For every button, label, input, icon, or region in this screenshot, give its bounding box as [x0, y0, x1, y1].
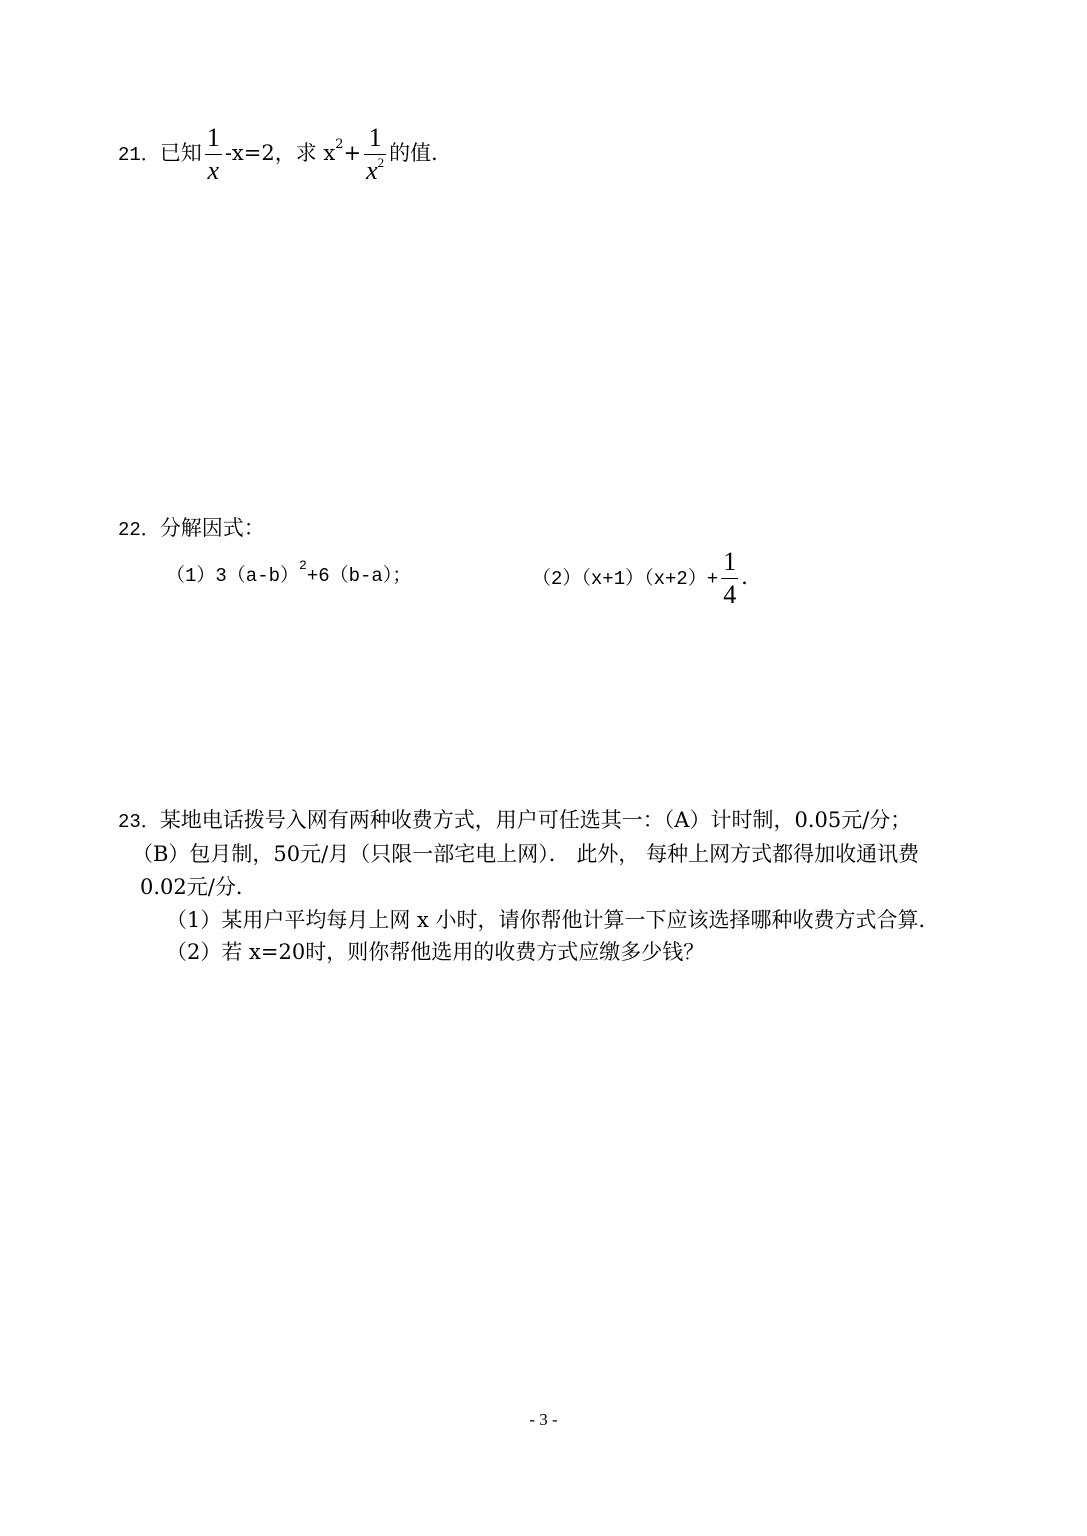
question-22-title: [118, 514, 265, 544]
question-number: 23．: [118, 811, 160, 833]
question-23-subquestion: （1）某用户平均每月上网 x 小时，请你帮他计算一下应该选择哪种收费方式合算．: [166, 908, 940, 932]
part-2-end: ．: [741, 565, 763, 589]
question-22-heading: 分解因式：: [159, 516, 265, 540]
part-2-expression: （2）（x+1）（x+2）+: [532, 568, 719, 590]
fraction-denominator: 4: [723, 580, 737, 609]
denominator-base: x: [366, 156, 378, 185]
question-23-text: 0.02元/分．: [140, 875, 257, 899]
question-23-sub-2: [166, 938, 704, 966]
question-23-text: 某地电话拨号入网有两种收费方式，用户可任选其一：（A）计时制，0.05元/分；: [159, 808, 912, 832]
fraction-one-over-x-squared: [364, 122, 386, 187]
question-number: 21．: [118, 144, 160, 166]
part-1-expression: （1）3（a-b）: [166, 565, 300, 587]
question-23-subquestion: （2）若 x=20时，则你帮他选用的收费方式应缴多少钱？: [166, 940, 705, 964]
fraction-denominator: x: [207, 156, 220, 185]
part-1-expression-tail: +6（b-a）；: [306, 565, 412, 587]
superscript: 2: [335, 137, 344, 152]
question-23-line-2: [132, 840, 919, 868]
fraction-denominator: [364, 155, 386, 187]
question-22-part-1: [166, 558, 412, 590]
question-23-text: （B）包月制，50元/月（只限一部宅电上网）． 此外， 每种上网方式都得加收通讯费: [132, 842, 920, 866]
fraction-one-over-x: [205, 122, 222, 187]
fraction-numerator: 1: [206, 123, 220, 152]
fraction-numerator: 1: [723, 547, 737, 576]
fraction-one-quarter: [721, 546, 738, 611]
plus-sign: +: [343, 141, 362, 165]
superscript: 2: [299, 558, 307, 573]
question-21-lead: 已知: [159, 141, 202, 165]
question-number: 22．: [118, 519, 160, 541]
question-21-middle: -x=2，求 x: [224, 141, 336, 165]
question-23-line-1: [118, 806, 911, 836]
question-21: [118, 122, 452, 187]
question-23-sub-1: [166, 906, 940, 934]
question-23-line-3: [140, 873, 257, 901]
page-number: - 3 -: [529, 1410, 558, 1429]
fraction-numerator: 1: [368, 123, 382, 152]
superscript: 2: [377, 155, 385, 170]
question-22-part-2: [532, 546, 762, 611]
question-21-tail: 的值．: [389, 141, 453, 165]
